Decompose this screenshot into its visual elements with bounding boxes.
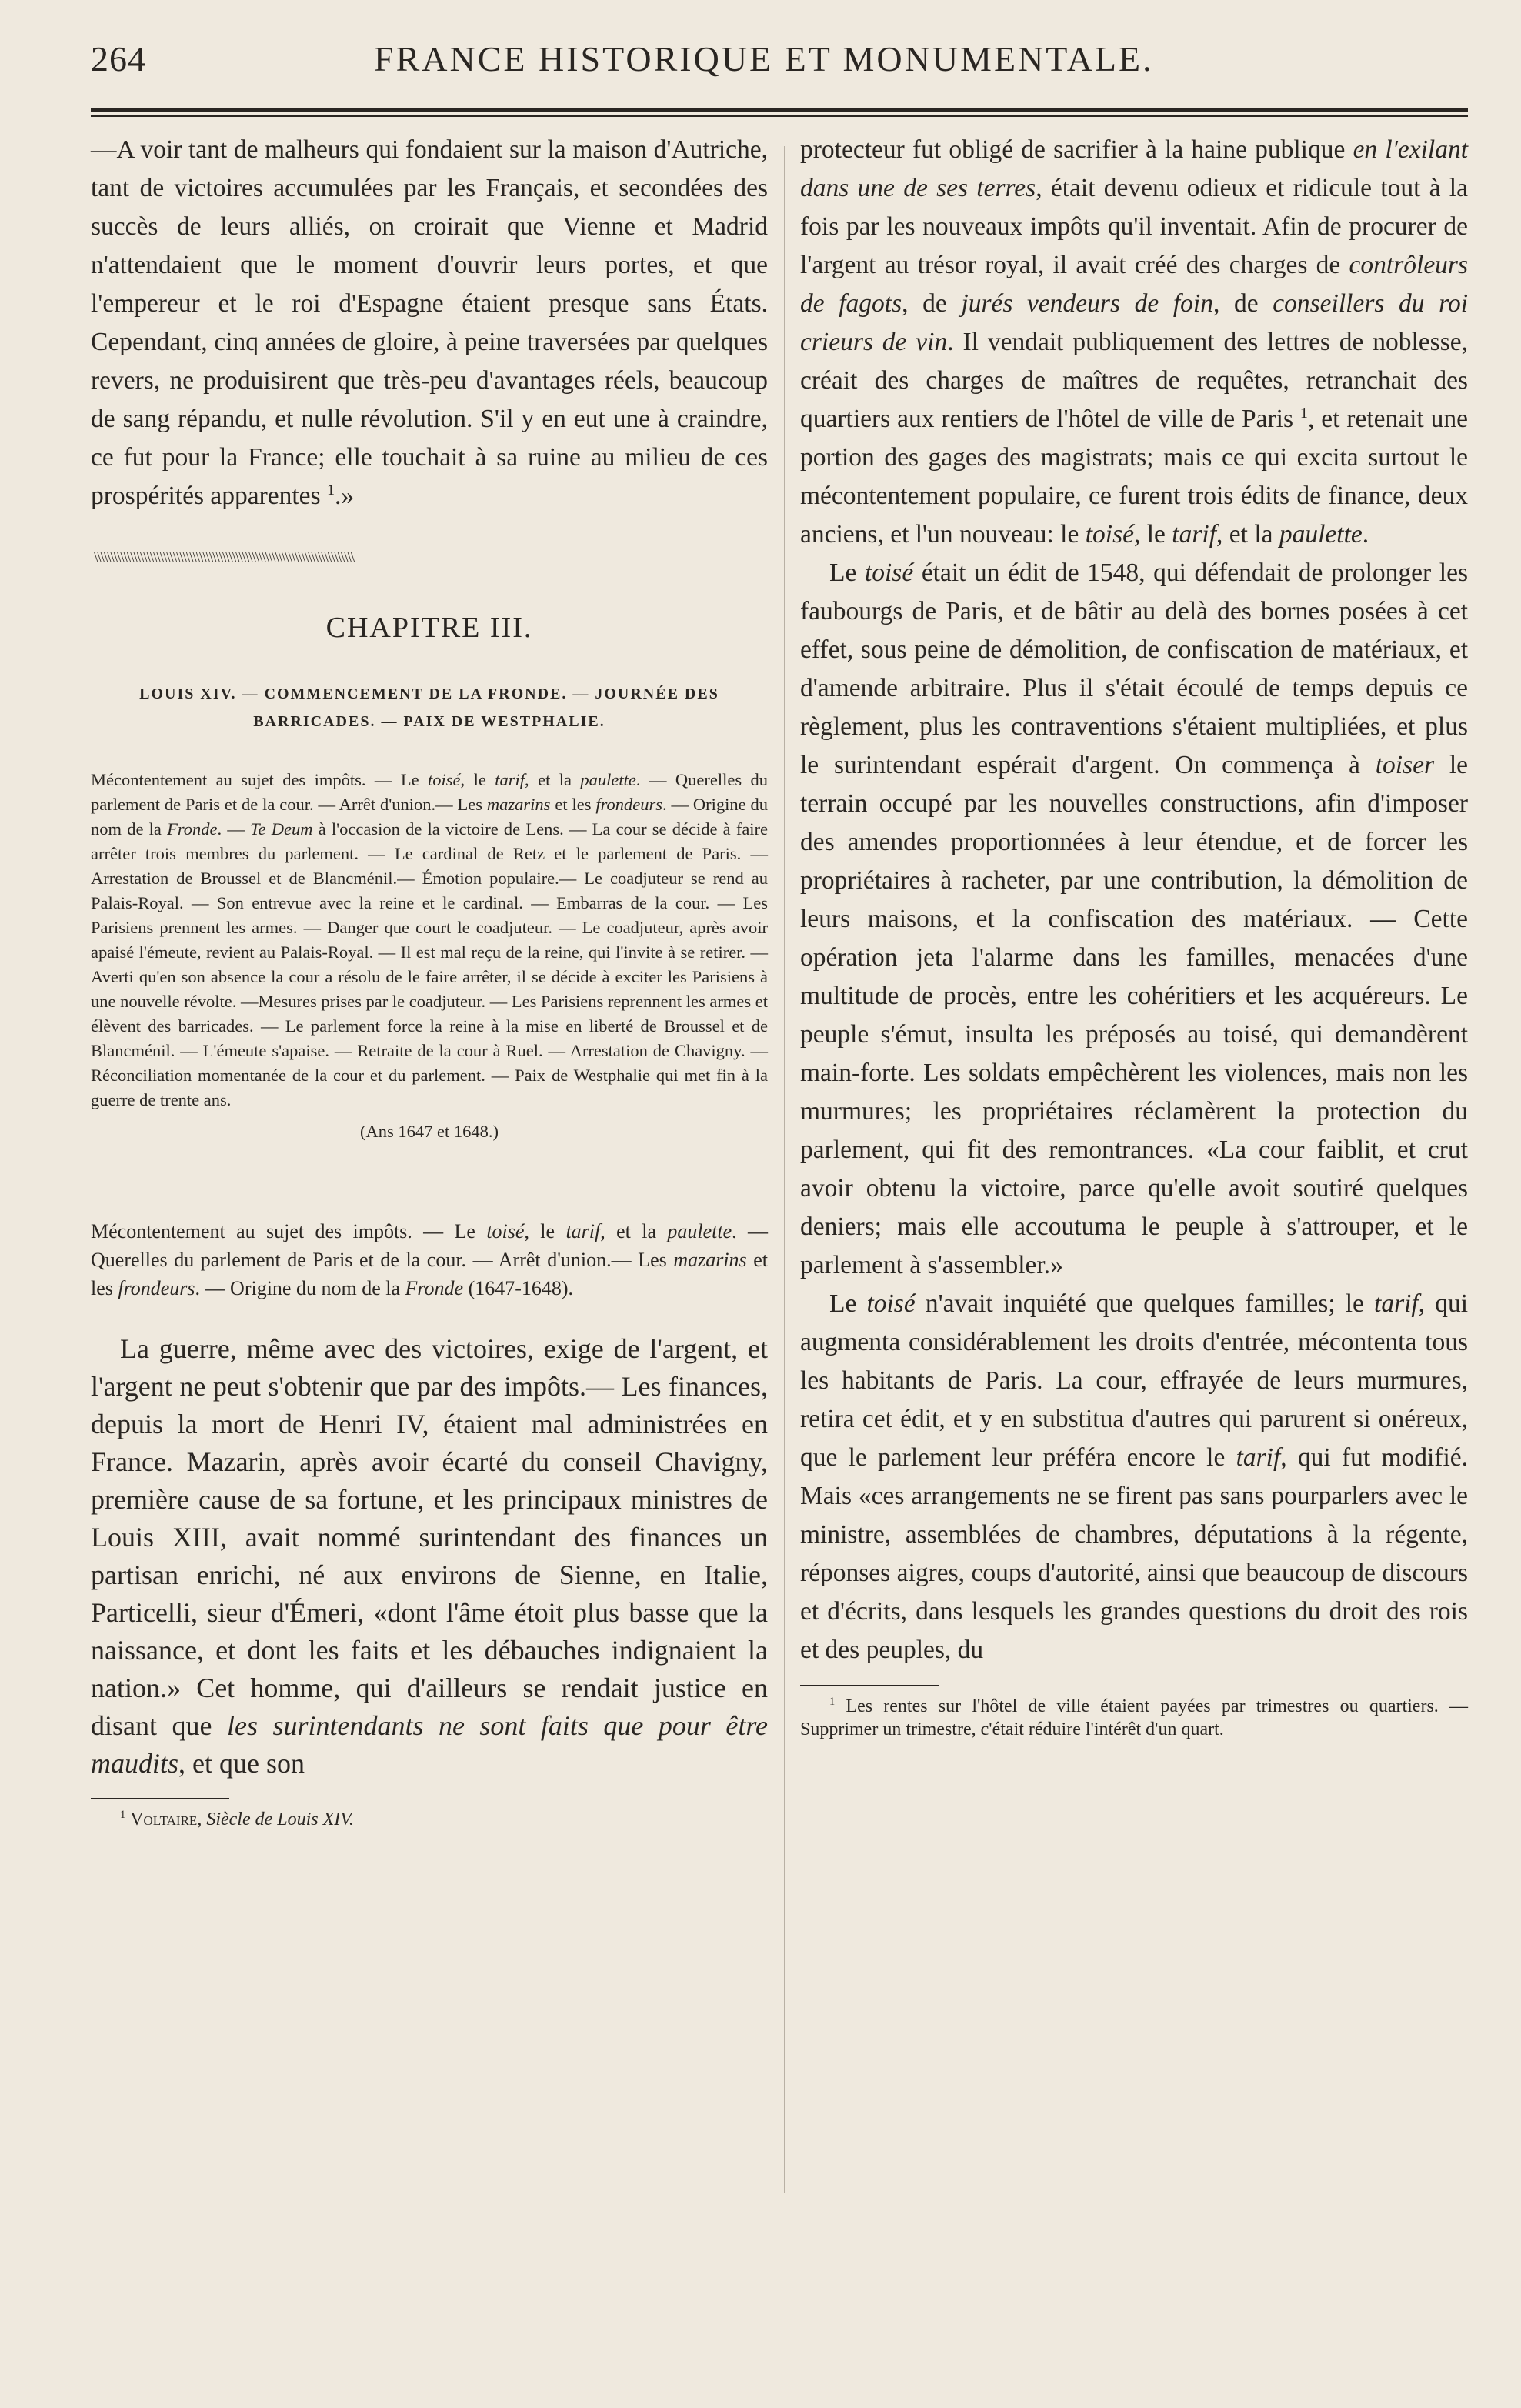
right-column [800, 131, 1468, 1741]
right-paragraph-3: Le toisé n'avait inquiété que quelques familles; le tarif, qui augmenta considérablement les droits d'entrée, mécontenta tous les habitants de Paris. La cour, effrayée de leurs murmures, retira cet édit, et y en substitua d'autres qui parurent si onéreux, que le parlement leur préféra encore le tarif, qui fut modifié. Mais «ces arrangements ne se firent pas sans pourparlers avec le ministre, assemblées de chambres, députations à la régente, réponses aigres, coups d'autorité, ainsi que beaucoup de discours et d'écrits, dans lesquels les grandes questions du droit des rois et des peuples, du [800, 1289, 1469, 1664]
lead-paragraph: La guerre, même avec des victoires, exige de l'argent, et l'argent ne peut s'obtenir que par des impôts.— Les finances, depuis la mort de Henri IV, étaient mal administrées en France. Mazarin, après avoir écarté du conseil Chavigny, première cause de sa fortune, et les principaux ministres de Louis XIII, avait nommé surintendant des finances un partisan enrichi, né aux environs de Sienne, en Italie, Particelli, sieur d'Émeri, «dont l'âme étoit plus basse que la naissance, et dont les faits et les débauches indignaient la nation.» Cet homme, qui d'ailleurs se rendait justice en disant que les surintendants ne sont faits que pour être maudits, et que son [91, 1333, 769, 1779]
page-header [91, 38, 1468, 92]
header-rule-thick [91, 108, 1468, 112]
footnote-separator [800, 1685, 939, 1686]
footnote-separator [91, 1798, 229, 1799]
opening-paragraph: —A voir tant de malheurs qui fondaient sur la maison d'Autriche, tant de victoires accumulées par les Français, et secondées des succès de leurs alliés, on croirait que Vienne et Madrid n'attendaient que le moment d'ouvrir leurs portes, et que l'empereur et le roi d'Espagne étaient presque sans États. Cependant, cinq années de gloire, à peine traversées par quelques revers, ne produisirent que très-peu d'avantages réels, beaucoup de sang répandu, et nulle révolution. S'il y en eut une à craindre, ce fut pour la France; elle touchait à sa ruine au milieu de ces prospérités apparentes $^1$.» [91, 135, 768, 510]
section-summary: Mécontentement au sujet des impôts. — Le toisé, le tarif, et la paulette. — Querelles du parlement de Paris et de la cour. — Arrêt d'union.— Les mazarins et les frondeurs. — Origine du nom de la Fronde (1647-1648). [91, 1220, 769, 1299]
section-ornament: \\\\\\\\\\\\\\\\\\\\\\\\\\\\\\\\\\\\\\\\\\\\\\\\\\\\\\\\\\\\\\\\\\\\\\\\\\\\\\\ [94, 549, 355, 565]
chapter-subtitle: LOUIS XIV. — COMMENCEMENT DE LA FRONDE. — JOURNÉE DES BARRICADES. — PAIX DE WESTPHALIE. [139, 685, 719, 730]
footnote-author: Voltaire [130, 1809, 198, 1829]
running-title: FRANCE HISTORIQUE ET MONUMENTALE. [374, 39, 1154, 78]
footnote-right: $^1$ Les rentes sur l'hôtel de ville étaient payées par trimestres ou quartiers. — Supprimer un trimestre, c'était réduire l'intérêt d'un quart. [800, 1696, 1469, 1739]
left-column [91, 131, 768, 1831]
chapter-summary: Mécontentement au sujet des impôts. — Le toisé, le tarif, et la paulette. — Querelles du parlement de Paris et de la cour. — Arrêt d'union.— Les mazarins et les frondeurs. — Origine du nom de la Fronde. — Te Deum à l'occasion de la victoire de Lens. — La cour se décide à faire arrêter trois membres du parlement. — Le cardinal de Retz et le parlement de Paris. — Arrestation de Broussel et de Blancménil.— Émotion populaire.— Le coadjuteur se rend au Palais-Royal. — Son entrevue avec la reine et le cardinal. — Embarras de la cour. — Les Parisiens prennent les armes. — Danger que court le coadjuteur. — Le coadjuteur, après avoir apaisé l'émeute, revient au Palais-Royal. — Il est mal reçu de la reine, qui l'invite à se retirer. — Averti qu'en son absence la cour a résolu de le faire arrêter, il se décide à exciter les Parisiens à une nouvelle révolte. —Mesures prises par le coadjuteur. — Les Parisiens reprennent les armes et élèvent des barricades. — Le parlement force la reine à la mise en liberté de Broussel et de Blancménil. — L'émeute s'apaise. — Retraite de la cour à Ruel. — Arrestation de Chavigny. — Réconciliation momentanée de la cour et du parlement. — Paix de Westphalie qui met fin à la guerre de trente ans. [91, 770, 769, 1109]
footnote-ref: 1 [326, 481, 335, 499]
header-rule-thin [91, 115, 1468, 117]
chapter-title: CHAPITRE III. [325, 612, 533, 644]
page-number: 264 [91, 39, 146, 78]
column-separator [784, 146, 785, 2193]
footnote-ref: 1 [1299, 404, 1308, 422]
right-paragraph-2: Le toisé était un édit de 1548, qui défendait de prolonger les faubourgs de Paris, et de bâtir au delà des bornes posées à cet effet, sous peine de démolition, de confiscation de matériaux, et d'amende arbitraire. Plus il s'était écoulé de temps depuis ce règlement, plus les contraventions s'étaient multipliées, et plus le surintendant espérait d'argent. On commença à toiser le terrain occupé par les nouvelles constructions, afin d'imposer des amendes proportionnées à leur étendue, et de forcer les propriétaires à racheter, par une contribution, la démolition de leurs maisons, et la confiscation des matériaux. — Cette opération jeta l'alarme dans les familles, menacées d'une multitude de procès, entre les cohéritiers et les acquéreurs. Le peuple s'émut, insulta les préposés au toisé, qui demandèrent main-forte. Les soldats empêchèrent les violences, mais non les murmures; les propriétaires réclamèrent la protection du parlement, qui fit des remontrances. «La cour faiblit, et crut avoir obtenu la victoire, parce qu'elle avoit soutiré quelques deniers; mais elle accoutuma le peuple à s'attrouper, et le parlement à s'assembler.» [800, 559, 1469, 1279]
footnote-left: $^1$ Voltaire, Siècle de Louis XIV. [120, 1809, 354, 1829]
right-paragraph-1: protecteur fut obligé de sacrifier à la haine publique en l'exilant dans une de ses terres, était devenu odieux et ridicule tout à la fois par les nouveaux impôts qu'il inventait. Afin de procurer de l'argent au trésor royal, il avait créé des charges de contrôleurs de fagots, de jurés vendeurs de foin, de conseillers du roi crieurs de vin. Il vendait publiquement des lettres de noblesse, créait des charges de maîtres de requêtes, retranchait des quartiers aux rentiers de l'hôtel de ville de Paris $^1$, et retenait une portion des gages des magistrats; mais ce qui excita surtout le mécontentement populaire, ce furent trois édits de finance, deux anciens, et l'un nouveau: le toisé, le tarif, et la paulette. [800, 135, 1469, 549]
chapter-years: (Ans 1647 et 1648.) [360, 1122, 499, 1141]
footnote-title: Siècle de Louis XIV. [206, 1809, 354, 1829]
